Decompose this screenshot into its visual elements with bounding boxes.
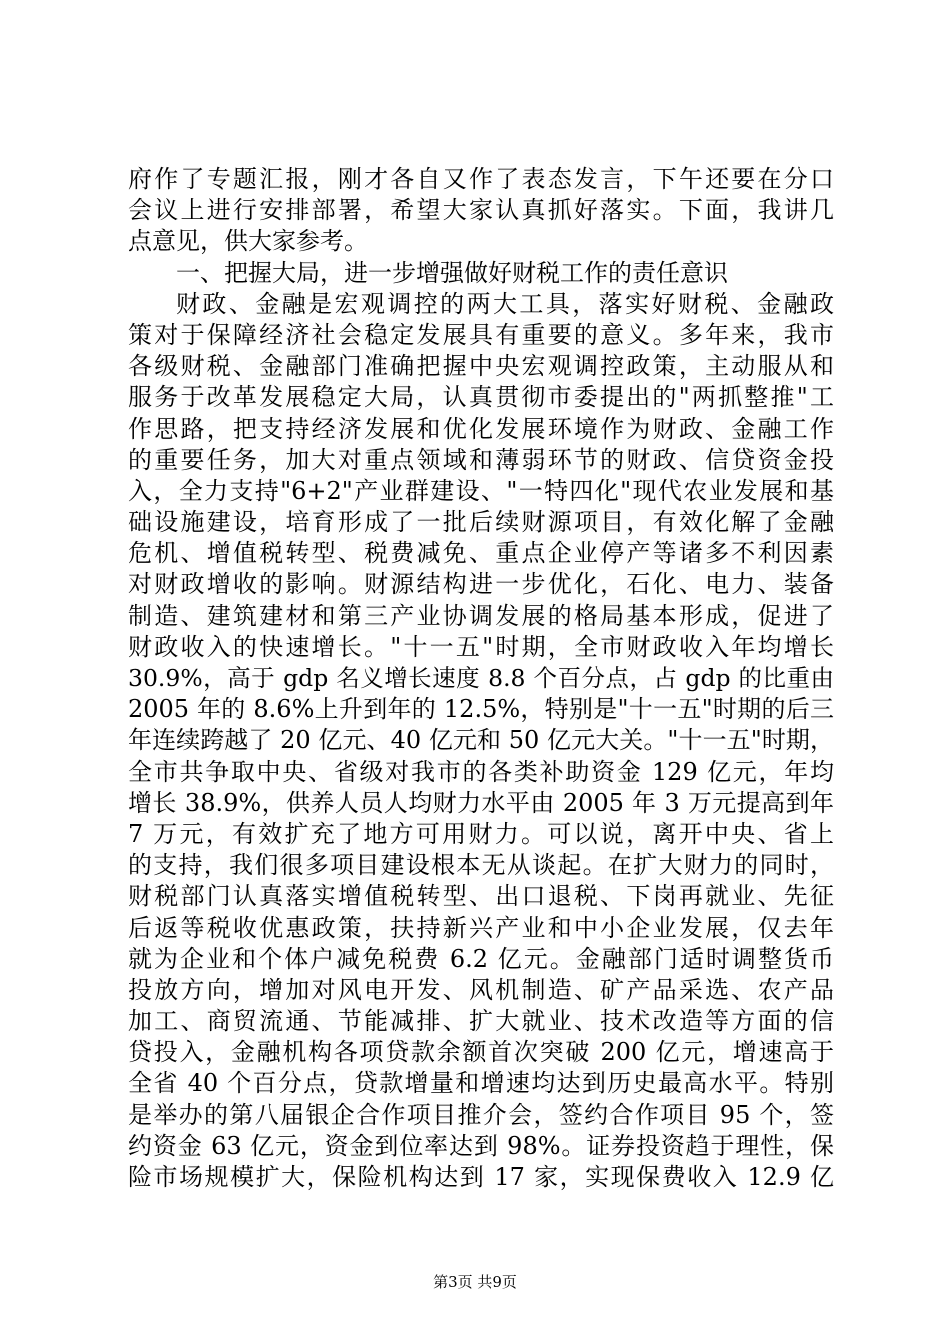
- text-line: 的重要任务，加大对重点领域和薄弱环节的财政、信贷资金投: [128, 445, 834, 474]
- text-line: 全省 40 个百分点，贷款增量和增速均达到历史最高水平。特别: [128, 1069, 834, 1098]
- text-line: 贷投入，金融机构各项贷款余额首次突破 200 亿元，增速高于: [128, 1038, 834, 1067]
- text-line: 是举办的第八届银企合作项目推介会，签约合作项目 95 个，签: [128, 1100, 834, 1129]
- text-line: 会议上进行安排部署，希望大家认真抓好落实。下面，我讲几: [128, 196, 834, 225]
- text-line: 投放方向，增加对风电开发、风机制造、矿产品采选、农产品: [128, 975, 834, 1004]
- text-line: 加工、商贸流通、节能减排、扩大就业、技术改造等方面的信: [128, 1007, 834, 1036]
- text-line: 点意见，供大家参考。: [128, 227, 368, 256]
- text-line: 财税部门认真落实增值税转型、出口退税、下岗再就业、先征: [128, 882, 834, 911]
- text-line: 30.9%，高于 gdp 名义增长速度 8.8 个百分点，占 gdp 的比重由: [128, 664, 834, 692]
- text-line: 制造、建筑建材和第三产业协调发展的格局基本形成，促进了: [128, 601, 834, 630]
- text-line: 7 万元，有效扩充了地方可用财力。可以说，离开中央、省上: [128, 819, 834, 848]
- text-line: 作思路，把支持经济发展和优化发展环境作为财政、金融工作: [128, 414, 834, 443]
- text-line: 财政、金融是宏观调控的两大工具，落实好财税、金融政: [176, 289, 834, 318]
- text-line: 础设施建设，培育形成了一批后续财源项目，有效化解了金融: [128, 508, 834, 537]
- text-line: 财政收入的快速增长。"十一五"时期，全市财政收入年均增长: [128, 632, 834, 661]
- text-line: 危机、增值税转型、税费减免、重点企业停产等诸多不利因素: [128, 539, 834, 568]
- text-line: 约资金 63 亿元，资金到位率达到 98%。证券投资趋于理性，保: [128, 1131, 834, 1160]
- text-line: 后返等税收优惠政策，扶持新兴产业和中小企业发展，仅去年: [128, 913, 834, 942]
- text-line: 策对于保障经济社会稳定发展具有重要的意义。多年来，我市: [128, 320, 834, 349]
- text-line: 各级财税、金融部门准确把握中央宏观调控政策，主动服从和: [128, 352, 834, 381]
- page-number-label: 第3页 共9页: [433, 1273, 517, 1291]
- text-line: 2005 年的 8.6%上升到年的 12.5%，特别是"十一五"时期的后三: [128, 695, 834, 724]
- text-line: 的支持，我们很多项目建设根本无从谈起。在扩大财力的同时，: [128, 851, 834, 880]
- text-line: 服务于改革发展稳定大局，认真贯彻市委提出的"两抓整推"工: [128, 383, 834, 412]
- text-line: 险市场规模扩大，保险机构达到 17 家，实现保费收入 12.9 亿: [128, 1163, 834, 1191]
- text-line: 全市共争取中央、省级对我市的各类补助资金 129 亿元，年均: [128, 757, 834, 786]
- text-line: 府作了专题汇报，刚才各自又作了表态发言，下午还要在分口: [128, 165, 834, 193]
- text-line: 就为企业和个体户减免税费 6.2 亿元。金融部门适时调整货币: [128, 944, 834, 973]
- page-footer: [0, 1272, 950, 1292]
- text-line: 对财政增收的影响。财源结构进一步优化，石化、电力、装备: [128, 570, 834, 599]
- text-line: 年连续跨越了 20 亿元、40 亿元和 50 亿元大关。"十一五"时期，: [128, 726, 834, 755]
- body-text: [128, 164, 834, 1193]
- text-line: 入，全力支持"6+2"产业群建设、"一特四化"现代农业发展和基: [128, 476, 834, 505]
- text-line: 增长 38.9%，供养人员人均财力水平由 2005 年 3 万元提高到年: [128, 788, 834, 817]
- section-heading: 一、把握大局，进一步增强做好财税工作的责任意识: [176, 258, 728, 287]
